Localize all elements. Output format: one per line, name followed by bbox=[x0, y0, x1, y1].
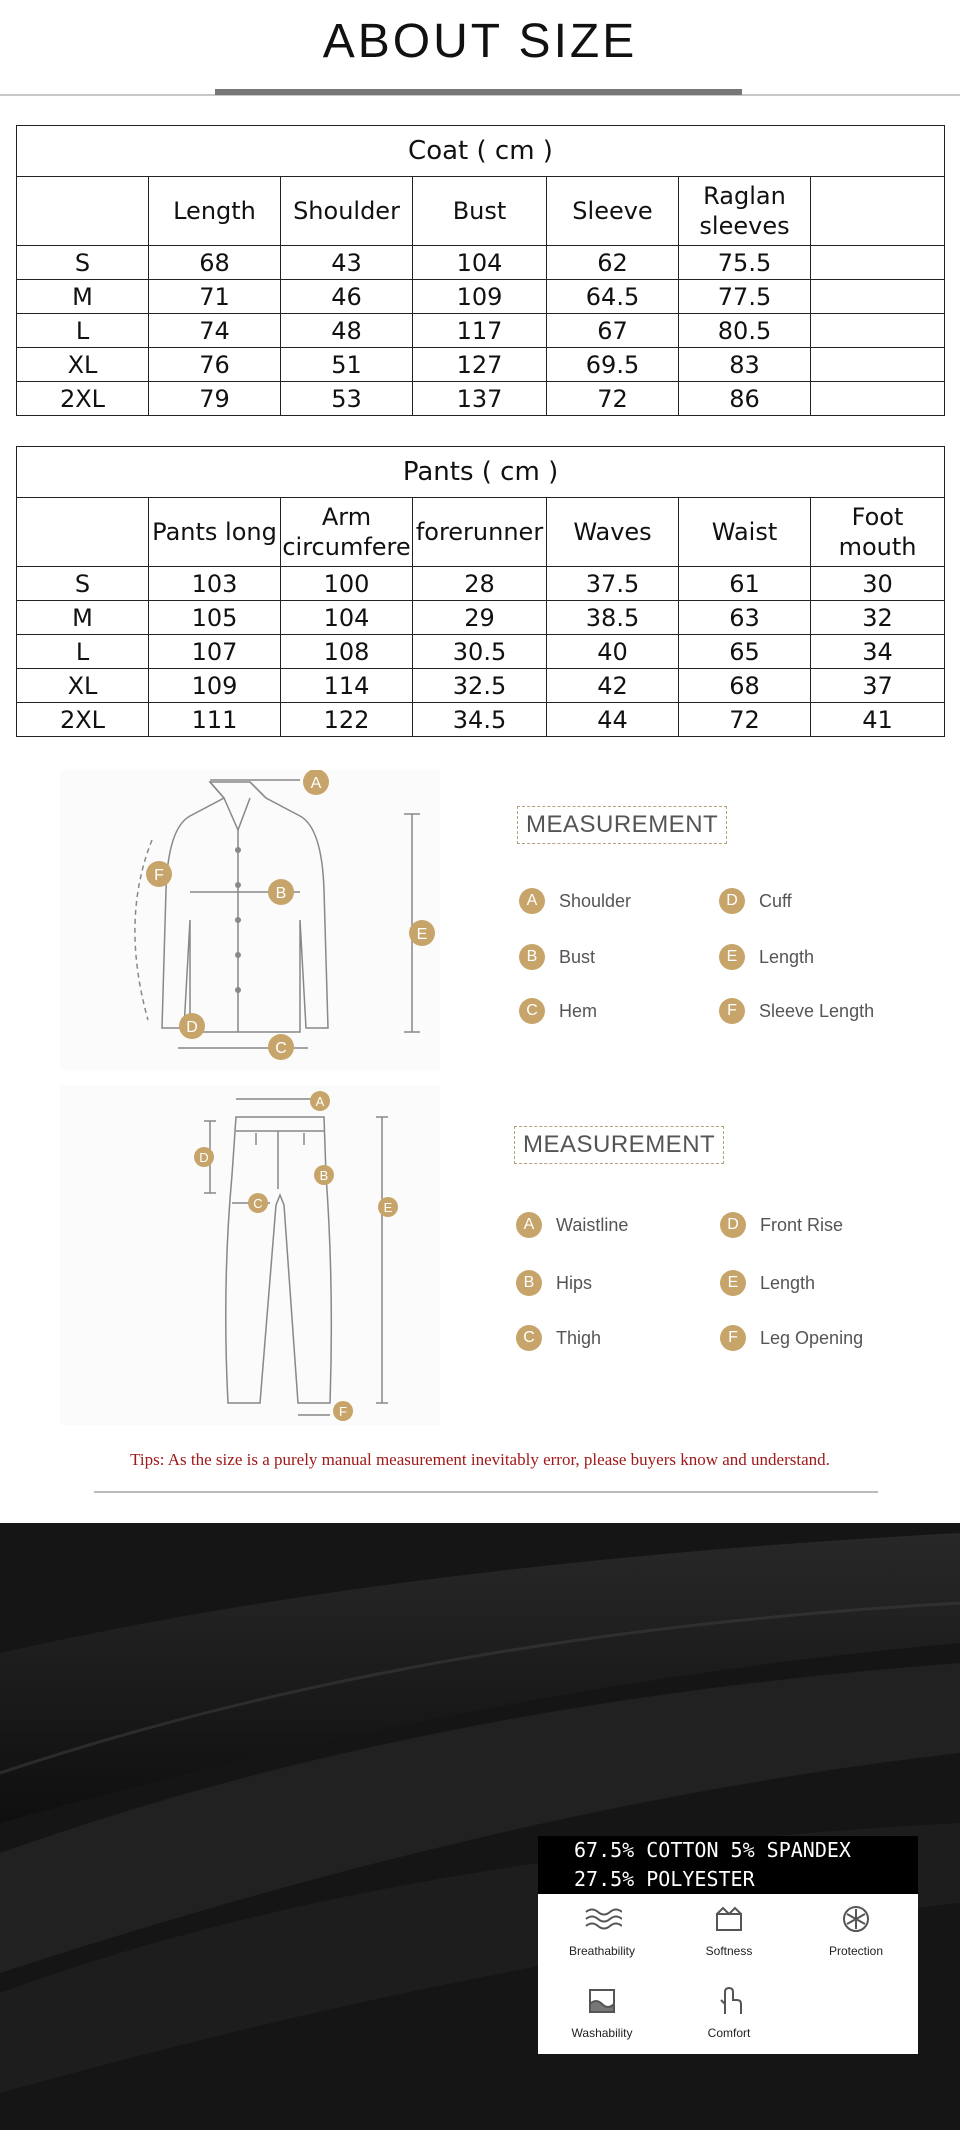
legend-label: Cuff bbox=[759, 890, 792, 911]
table-row bbox=[17, 280, 945, 314]
feature-protection bbox=[801, 1904, 911, 1958]
table-cell: 30.5 bbox=[413, 635, 547, 669]
table-header-cell bbox=[17, 177, 149, 246]
coat-diagram bbox=[60, 770, 440, 1070]
table-row bbox=[17, 246, 945, 280]
legend-item bbox=[516, 1212, 628, 1238]
table-cell: 69.5 bbox=[547, 348, 679, 382]
feature-label: Breathability bbox=[568, 1944, 636, 1958]
legend-item bbox=[519, 998, 597, 1024]
washability-icon bbox=[582, 1986, 622, 2016]
table-cell: 127 bbox=[413, 348, 547, 382]
table-cell: 34 bbox=[811, 635, 945, 669]
table-cell: 37 bbox=[811, 669, 945, 703]
table-row bbox=[17, 601, 945, 635]
legend-label: Shoulder bbox=[559, 890, 632, 911]
table-cell: 104 bbox=[413, 246, 547, 280]
table-cell: 80.5 bbox=[679, 314, 811, 348]
table-cell bbox=[811, 314, 945, 348]
table-header-cell: Bust bbox=[413, 177, 547, 246]
table-cell: 117 bbox=[413, 314, 547, 348]
coat-header-row bbox=[17, 177, 945, 246]
svg-text:A: A bbox=[315, 1094, 325, 1109]
legend-label: Length bbox=[759, 946, 815, 967]
pants-diagram bbox=[60, 1085, 440, 1425]
table-cell: M bbox=[17, 601, 149, 635]
table-header-cell: Length bbox=[149, 177, 281, 246]
table-cell: 32 bbox=[811, 601, 945, 635]
coat-table-caption: Coat ( cm ) bbox=[17, 126, 945, 177]
table-header-cell: Sleeve bbox=[547, 177, 679, 246]
table-header-cell: Foot mouth bbox=[811, 498, 945, 567]
protection-icon bbox=[836, 1904, 876, 1934]
badge-c: C bbox=[516, 1325, 542, 1351]
legend-item bbox=[720, 1325, 863, 1351]
table-cell bbox=[811, 382, 945, 416]
badge-c: C bbox=[519, 998, 545, 1024]
svg-text:D: D bbox=[199, 1150, 209, 1165]
table-cell: 42 bbox=[547, 669, 679, 703]
badge-b: B bbox=[516, 1270, 542, 1296]
table-cell: 114 bbox=[281, 669, 413, 703]
table-cell: 38.5 bbox=[547, 601, 679, 635]
table-header-cell: Waves bbox=[547, 498, 679, 567]
table-cell: 72 bbox=[679, 703, 811, 737]
table-header-cell: Arm circumfere bbox=[281, 498, 413, 567]
table-cell: 46 bbox=[281, 280, 413, 314]
table-cell: 76 bbox=[149, 348, 281, 382]
table-cell: S bbox=[17, 246, 149, 280]
feature-washability bbox=[547, 1986, 657, 2040]
badge-d: D bbox=[719, 888, 745, 914]
table-cell: 111 bbox=[149, 703, 281, 737]
table-cell: 64.5 bbox=[547, 280, 679, 314]
table-cell: 68 bbox=[679, 669, 811, 703]
fabric-composition-card bbox=[538, 1836, 918, 2054]
table-cell: M bbox=[17, 280, 149, 314]
table-cell: 79 bbox=[149, 382, 281, 416]
table-cell: S bbox=[17, 567, 149, 601]
svg-text:C: C bbox=[253, 1196, 263, 1211]
svg-text:F: F bbox=[339, 1404, 347, 1419]
table-cell: 63 bbox=[679, 601, 811, 635]
composition-label bbox=[538, 1836, 918, 1894]
pants-table-caption: Pants ( cm ) bbox=[17, 447, 945, 498]
badge-b: B bbox=[519, 944, 545, 970]
legend-item bbox=[516, 1270, 592, 1296]
table-row bbox=[17, 348, 945, 382]
table-cell: 75.5 bbox=[679, 246, 811, 280]
table-cell: XL bbox=[17, 669, 149, 703]
pants-measurement-title: MEASUREMENT bbox=[514, 1126, 724, 1164]
table-cell: 61 bbox=[679, 567, 811, 601]
table-cell: 68 bbox=[149, 246, 281, 280]
legend-label: Leg Opening bbox=[760, 1327, 864, 1348]
table-row bbox=[17, 314, 945, 348]
table-cell: 41 bbox=[811, 703, 945, 737]
table-cell: 37.5 bbox=[547, 567, 679, 601]
table-cell: 107 bbox=[149, 635, 281, 669]
table-cell: 53 bbox=[281, 382, 413, 416]
waves-icon bbox=[582, 1904, 622, 1934]
table-header-cell bbox=[811, 177, 945, 246]
table-cell: 40 bbox=[547, 635, 679, 669]
svg-text:C: C bbox=[275, 1040, 287, 1057]
comfort-icon bbox=[709, 1986, 749, 2016]
table-cell: 2XL bbox=[17, 703, 149, 737]
table-cell: 65 bbox=[679, 635, 811, 669]
table-cell: 62 bbox=[547, 246, 679, 280]
table-cell: 77.5 bbox=[679, 280, 811, 314]
title-underline bbox=[215, 89, 742, 95]
table-cell: 30 bbox=[811, 567, 945, 601]
table-cell: 28 bbox=[413, 567, 547, 601]
table-header-cell: Waist bbox=[679, 498, 811, 567]
badge-d: D bbox=[720, 1212, 746, 1238]
composition-line-1: 67.5% COTTON 5% SPANDEX bbox=[574, 1838, 851, 1862]
coat-measurement-title: MEASUREMENT bbox=[517, 806, 727, 844]
table-cell: 44 bbox=[547, 703, 679, 737]
table-cell: 34.5 bbox=[413, 703, 547, 737]
svg-text:E: E bbox=[383, 1200, 393, 1215]
table-cell: 67 bbox=[547, 314, 679, 348]
table-row bbox=[17, 382, 945, 416]
table-cell: 43 bbox=[281, 246, 413, 280]
table-cell: 109 bbox=[149, 669, 281, 703]
feature-comfort bbox=[674, 1986, 784, 2040]
table-cell bbox=[811, 348, 945, 382]
table-cell: XL bbox=[17, 348, 149, 382]
table-cell: 71 bbox=[149, 280, 281, 314]
badge-f: F bbox=[720, 1325, 746, 1351]
table-cell: 103 bbox=[149, 567, 281, 601]
legend-item bbox=[719, 888, 792, 914]
table-header-cell: Shoulder bbox=[281, 177, 413, 246]
badge-e: E bbox=[720, 1270, 746, 1296]
table-cell bbox=[811, 280, 945, 314]
table-cell: L bbox=[17, 314, 149, 348]
legend-label: Sleeve Length bbox=[759, 1000, 875, 1021]
legend-label: Hips bbox=[556, 1272, 593, 1293]
table-cell: 104 bbox=[281, 601, 413, 635]
pants-size-table bbox=[16, 446, 945, 737]
composition-line-2: 27.5% POLYESTER bbox=[574, 1867, 755, 1891]
legend-label: Thigh bbox=[556, 1327, 602, 1348]
table-row bbox=[17, 669, 945, 703]
table-cell: 48 bbox=[281, 314, 413, 348]
table-header-cell: Raglan sleeves bbox=[679, 177, 811, 246]
table-cell: 72 bbox=[547, 382, 679, 416]
legend-label: Front Rise bbox=[760, 1214, 844, 1235]
svg-text:B: B bbox=[319, 1168, 329, 1183]
table-cell bbox=[811, 246, 945, 280]
table-cell: 32.5 bbox=[413, 669, 547, 703]
legend-label: Bust bbox=[559, 946, 596, 967]
badge-a: A bbox=[516, 1212, 542, 1238]
coat-size-table bbox=[16, 125, 945, 416]
table-cell: 109 bbox=[413, 280, 547, 314]
badge-e: E bbox=[719, 944, 745, 970]
table-cell: 2XL bbox=[17, 382, 149, 416]
tips-divider bbox=[94, 1491, 878, 1493]
table-cell: 29 bbox=[413, 601, 547, 635]
legend-item bbox=[519, 944, 595, 970]
softness-icon bbox=[709, 1904, 749, 1934]
feature-label: Comfort bbox=[707, 2026, 751, 2040]
legend-item bbox=[719, 944, 814, 970]
table-cell: 83 bbox=[679, 348, 811, 382]
table-header-cell bbox=[17, 498, 149, 567]
legend-label: Waistline bbox=[556, 1214, 629, 1235]
table-cell: 122 bbox=[281, 703, 413, 737]
svg-text:B: B bbox=[275, 885, 287, 902]
feature-label: Softness bbox=[705, 1944, 753, 1958]
svg-text:F: F bbox=[154, 867, 164, 884]
table-row bbox=[17, 635, 945, 669]
pants-header-row bbox=[17, 498, 945, 567]
table-cell: 100 bbox=[281, 567, 413, 601]
page-title: ABOUT SIZE bbox=[322, 15, 638, 68]
legend-item bbox=[720, 1212, 843, 1238]
table-cell: 108 bbox=[281, 635, 413, 669]
table-cell: 86 bbox=[679, 382, 811, 416]
feature-breathability bbox=[547, 1904, 657, 1958]
feature-softness bbox=[674, 1904, 784, 1958]
legend-label: Length bbox=[760, 1272, 816, 1293]
size-tips: Tips: As the size is a purely manual measurement inevitably error, please buyers know and understand. bbox=[130, 1450, 830, 1469]
legend-item bbox=[720, 1270, 815, 1296]
badge-a: A bbox=[519, 888, 545, 914]
table-cell: 74 bbox=[149, 314, 281, 348]
legend-item bbox=[719, 998, 874, 1024]
table-cell: 137 bbox=[413, 382, 547, 416]
feature-label: Protection bbox=[828, 1944, 884, 1958]
feature-label: Washability bbox=[571, 2026, 633, 2040]
table-cell: 51 bbox=[281, 348, 413, 382]
table-cell: 105 bbox=[149, 601, 281, 635]
svg-text:D: D bbox=[186, 1019, 198, 1036]
table-header-cell: Pants long bbox=[149, 498, 281, 567]
table-row bbox=[17, 567, 945, 601]
table-cell: L bbox=[17, 635, 149, 669]
badge-f: F bbox=[719, 998, 745, 1024]
table-row bbox=[17, 703, 945, 737]
legend-item bbox=[519, 888, 631, 914]
svg-text:A: A bbox=[310, 775, 322, 792]
legend-item bbox=[516, 1325, 601, 1351]
table-header-cell: forerunner bbox=[413, 498, 547, 567]
svg-text:E: E bbox=[416, 926, 428, 943]
legend-label: Hem bbox=[559, 1000, 598, 1021]
